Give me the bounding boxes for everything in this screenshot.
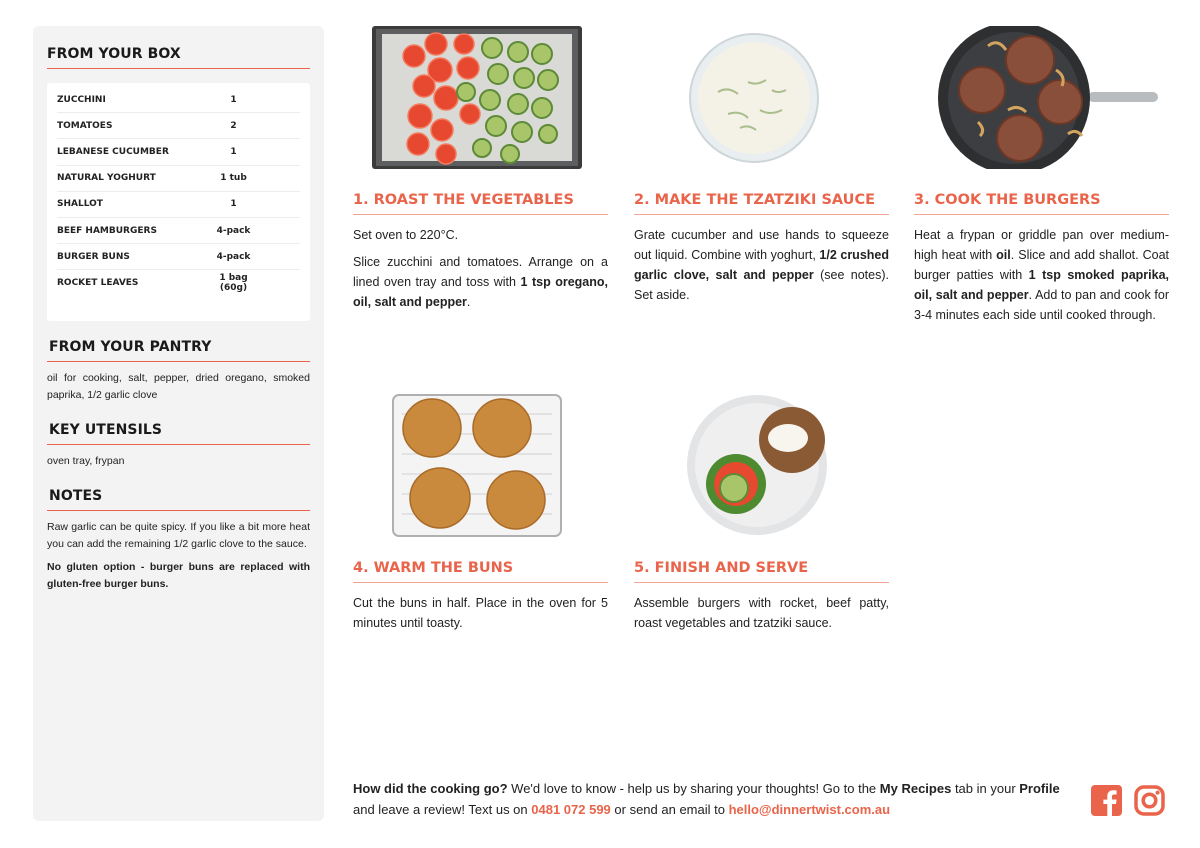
step-3-bold-oil: oil	[996, 248, 1011, 262]
feedback-question: How did the cooking go?	[353, 781, 508, 796]
utensils-text: oven tray, frypan	[47, 454, 125, 467]
step-4	[353, 560, 608, 640]
facebook-icon[interactable]	[1091, 785, 1122, 816]
utensils-heading: KEY UTENSILS	[47, 422, 310, 445]
ingredient-name: BEEF HAMBURGERS	[57, 225, 157, 236]
table-row	[57, 244, 300, 270]
step-2	[634, 192, 889, 312]
cook-burgers-image	[938, 26, 1160, 169]
profile-link[interactable]: Profile	[1019, 781, 1060, 796]
step-2-para-1-bold: 1/2 crushed garlic clove, salt and pepper	[634, 248, 889, 282]
step-3-text-a: Heat a frypan or griddle pan over medium-high heat with	[914, 228, 1169, 262]
feedback-text-3: and leave a review! Text us on	[353, 802, 532, 817]
ingredient-qty: 1	[230, 146, 237, 157]
feedback-footer	[353, 778, 1083, 820]
table-row	[57, 192, 300, 218]
finish-serve-image	[686, 394, 828, 537]
ingredient-name: LEBANESE CUCUMBER	[57, 146, 169, 157]
notes-gluten-text	[47, 559, 310, 593]
ingredient-name: ROCKET LEAVES	[57, 278, 139, 289]
step-1-para-2-text: Slice zucchini and tomatoes. Arrange on a lined oven tray and toss with	[353, 255, 608, 289]
table-row	[57, 270, 300, 296]
table-row	[57, 113, 300, 139]
feedback-text-4: or send an email to	[610, 802, 729, 817]
notes-text: Raw garlic can be quite spicy. If you like a bit more heat you can add the remaining 1/2 garlic clove to the sauce.	[47, 520, 310, 550]
ingredient-qty: 4-pack	[216, 225, 251, 236]
instagram-icon[interactable]	[1134, 785, 1165, 816]
notes-gluten-bold: No gluten option - burger buns are replaced with gluten-free burger buns.	[47, 560, 310, 590]
step-3-body	[914, 225, 1169, 325]
warm-buns-image	[392, 394, 562, 537]
box-heading: FROM YOUR BOX	[47, 46, 310, 69]
step-3-title: 3. COOK THE BURGERS	[914, 192, 1169, 215]
step-3-para-1	[914, 225, 1169, 325]
table-row	[57, 166, 300, 192]
step-2-para-1	[634, 225, 889, 305]
ingredient-qty: 2	[230, 120, 237, 131]
ingredient-qty: 1 bag (60g)	[219, 273, 248, 294]
ingredient-name: BURGER BUNS	[57, 251, 130, 262]
step-1-para-2	[353, 252, 608, 312]
step-2-para-1-end: (see notes). Set aside.	[634, 268, 889, 302]
feedback-text-1: We'd love to know - help us by sharing your thoughts! Go to the	[507, 781, 880, 796]
step-2-body	[634, 225, 889, 305]
step-3	[914, 192, 1169, 332]
email-link[interactable]: hello@dinnertwist.com.au	[728, 802, 891, 817]
notes-heading: NOTES	[47, 488, 310, 511]
step-3-bold-spices: 1 tsp smoked paprika, oil, salt and pepper	[914, 268, 1169, 302]
step-1-para-2-end: .	[466, 295, 471, 309]
step-4-body	[353, 593, 608, 633]
pantry-heading: FROM YOUR PANTRY	[47, 339, 310, 362]
step-5-title: 5. FINISH AND SERVE	[634, 560, 889, 583]
ingredient-qty: 1 tub	[220, 173, 247, 184]
step-3-text-c: . Slice and add shallot. Coat burger patties with	[914, 248, 1170, 282]
pantry-text: oil for cooking, salt, pepper, dried oregano, smoked paprika, 1/2 garlic clove	[47, 371, 310, 401]
table-row	[57, 218, 300, 244]
roast-vegetables-image	[372, 26, 582, 169]
table-row	[57, 139, 300, 165]
feedback-text-2: tab in your	[951, 781, 1020, 796]
step-4-para-1: Cut the buns in half. Place in the oven for 5 minutes until toasty.	[353, 596, 608, 630]
phone-link[interactable]: 0481 072 599	[531, 802, 611, 817]
step-1-body	[353, 225, 608, 312]
ingredient-name: TOMATOES	[57, 120, 113, 131]
ingredient-qty: 4-pack	[216, 251, 251, 262]
my-recipes-link[interactable]: My Recipes	[879, 781, 952, 796]
step-5-para-1: Assemble burgers with rocket, beef patty, roast vegetables and tzatziki sauce.	[634, 596, 889, 630]
box-ingredients-table	[47, 83, 310, 321]
step-1	[353, 192, 608, 319]
step-1-para-1: Set oven to 220°C.	[353, 228, 459, 242]
sidebar	[33, 26, 324, 821]
step-5-body	[634, 593, 889, 633]
step-2-title: 2. MAKE THE TZATZIKI SAUCE	[634, 192, 889, 215]
ingredient-name: SHALLOT	[57, 199, 103, 210]
step-5	[634, 560, 889, 640]
ingredient-qty: 1	[230, 199, 237, 210]
step-2-para-1-text: Grate cucumber and use hands to squeeze out liquid. Combine with yoghurt,	[634, 228, 889, 262]
ingredient-name: ZUCCHINI	[57, 94, 106, 105]
step-1-para-2-bold: 1 tsp oregano, oil, salt and pepper	[353, 275, 609, 309]
ingredient-qty: 1	[230, 94, 237, 105]
ingredient-name: NATURAL YOGHURT	[57, 173, 156, 184]
step-4-title: 4. WARM THE BUNS	[353, 560, 608, 583]
step-1-title: 1. ROAST THE VEGETABLES	[353, 192, 608, 215]
step-3-text-e: . Add to pan and cook for 3-4 minutes each side until cooked through.	[914, 288, 1169, 322]
table-row	[57, 87, 300, 113]
tzatziki-image	[688, 32, 820, 164]
